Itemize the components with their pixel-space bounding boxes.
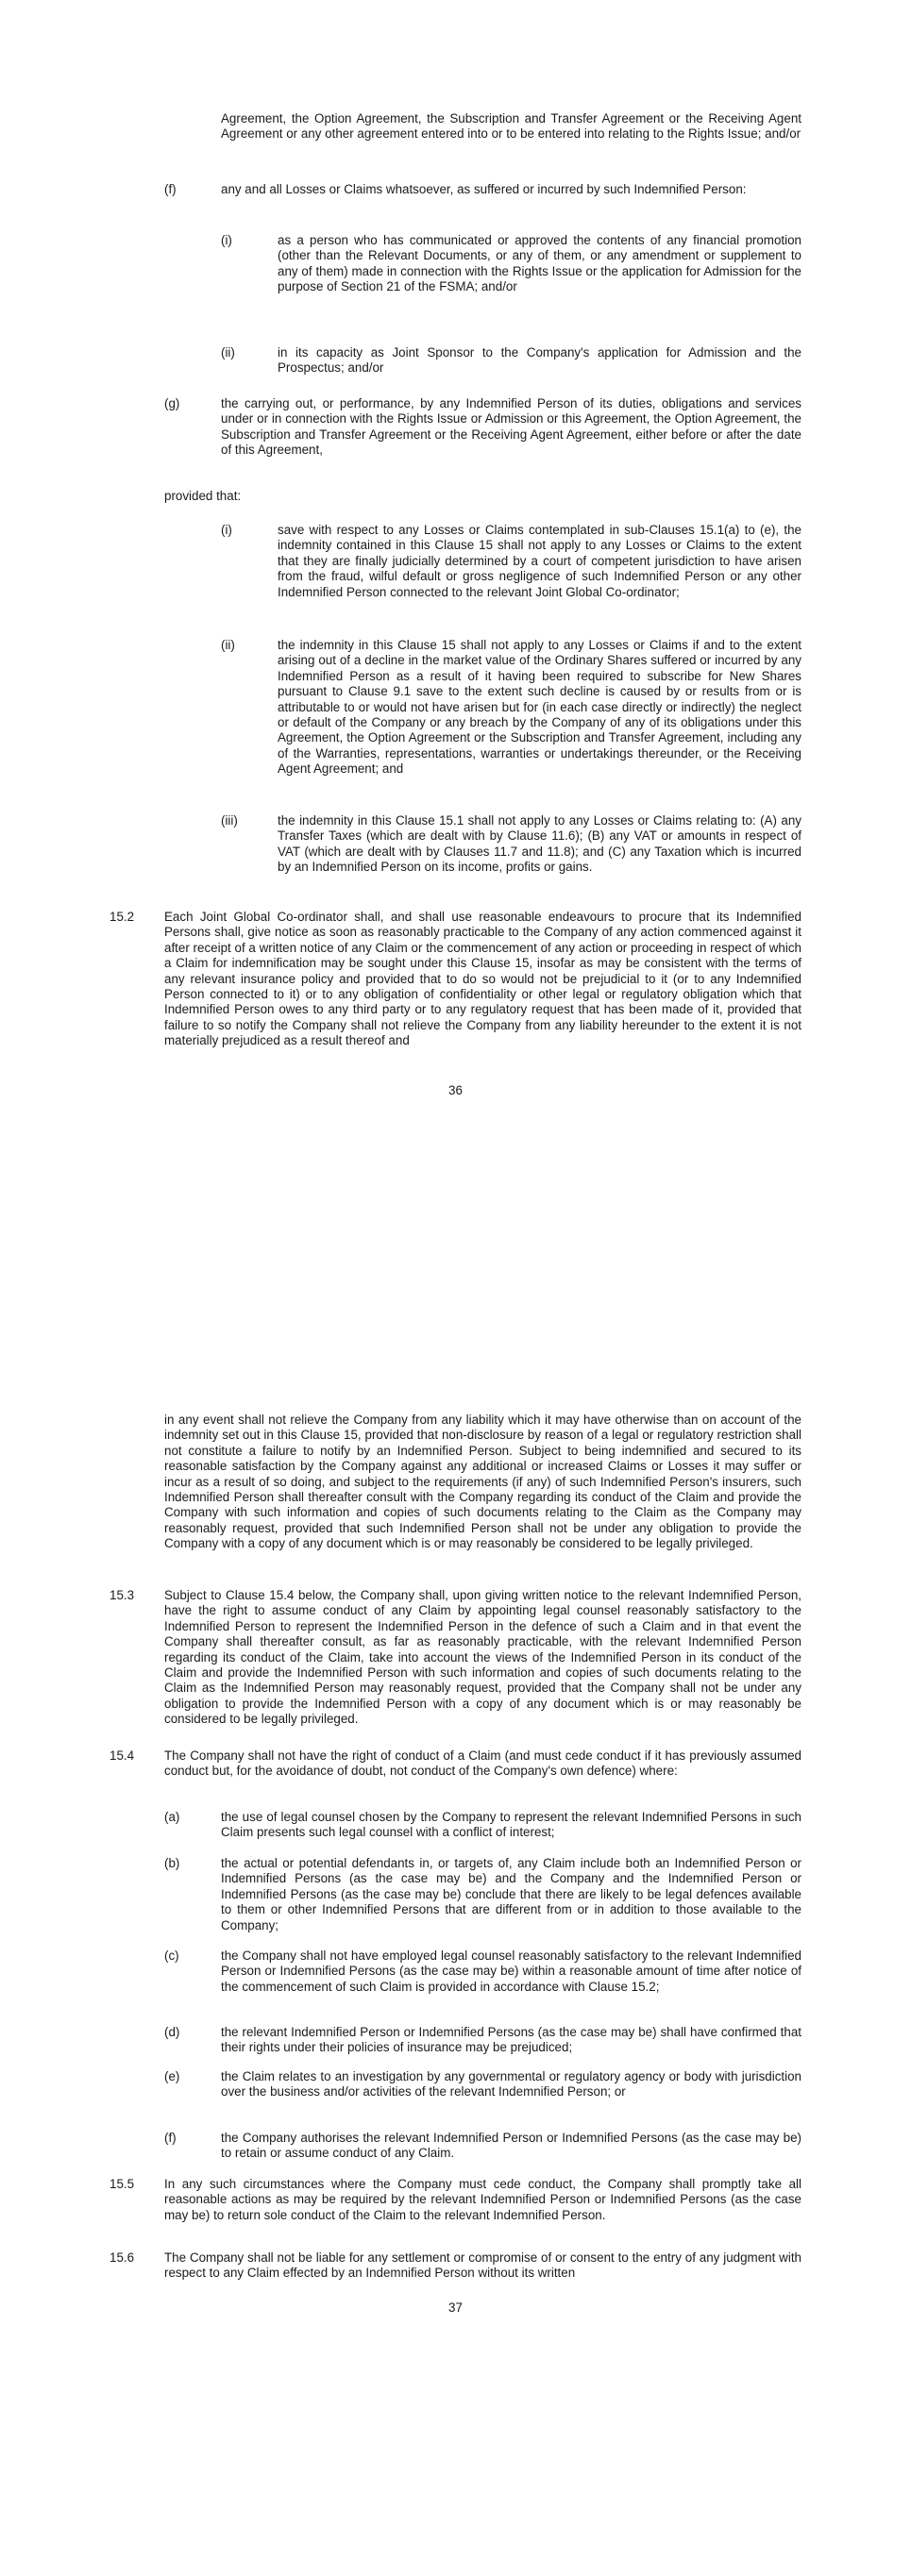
proviso-i-label: (i) bbox=[221, 523, 232, 537]
proviso-iii-text: the indemnity in this Clause 15.1 shall not apply to any Losses or Claims relating to: (A) any Transfer Taxes (which are dealt with by Clause 11.6); (B) any VAT or amounts in respect of VAT (which are dealt with by Clauses 11.7 and 11.8); and (C) any Taxation which is incurred by an Indemnified Person on its income, profits or gains. bbox=[278, 813, 801, 875]
clause-15-1-f-i-text: as a person who has communicated or approved the contents of any financial promotion (other than the Relevant Documents, or any of them, or any amendment or supplement to any of them) made in connection with the Rights Issue or the application for Admission for the purpose of Section 21 of the FSMA; and/or bbox=[278, 233, 801, 294]
clause-15-1-f-text: any and all Losses or Claims whatsoever, as suffered or incurred by such Indemnified Person: bbox=[221, 182, 747, 196]
clause-15-3-text: Subject to Clause 15.4 below, the Company shall, upon giving written notice to the relevant Indemnified Person, have the right to assume conduct of any Claim by appointing legal counsel reasonably satisfactory to the Indemnified Person to represent the Indemnified Person in the defence of such a Claim and in that event the Company shall thereafter consult, as far as reasonably practicable, with the relevant Indemnified Person regarding its conduct of the Claim, take into account the views of the Indemnified Person in its conduct of the Claim and provide the Indemnified Person with such information and copies of such documents relating to the Claim as the Indemnified Person may reasonably request, provided that the Company shall not be under any obligation to provide the Indemnified Person with a copy of any document which is or may reasonably be considered to be legally privileged. bbox=[164, 1588, 801, 1727]
clause-15-1-f-i-label: (i) bbox=[221, 233, 232, 247]
page-number: 37 bbox=[448, 2300, 463, 2315]
clause-15-4-b-text: the actual or potential defendants in, or targets of, any Claim include both an Indemnified Person or Indemnified Persons (as the case may be) and the Company and the Indemnified Person or Indemnified Persons (as the case may be) conclude that there are likely to be legal defences available to them or other Indemnified Persons that are different from or in addition to those available to the Company; bbox=[221, 1856, 801, 1932]
page-37 bbox=[0, 1288, 911, 2576]
clause-15-6-text: The Company shall not be liable for any settlement or compromise of or consent to the entry of any judgment with respect to any Claim effected by an Indemnified Person without its written bbox=[164, 2250, 801, 2281]
clause-15-1-e-continuation: Agreement, the Option Agreement, the Subscription and Transfer Agreement or the Receiving Agent Agreement or any other agreement entered into or to be entered into relating to the Rights Issue; and/or bbox=[221, 111, 801, 142]
clause-15-4-c-label: (c) bbox=[164, 1949, 179, 1963]
clause-15-5-label: 15.5 bbox=[110, 2177, 135, 2191]
clause-15-1-g-text: the carrying out, or performance, by any Indemnified Person of its duties, obligations and services under or in connection with the Rights Issue or Admission or this Agreement, the Option Agreement, the Subscription and Transfer Agreement or the Receiving Agent Agreement, either before or after the date of this Agreement, bbox=[221, 396, 801, 458]
clause-15-2-label: 15.2 bbox=[110, 910, 135, 924]
clause-15-1-f-label: (f) bbox=[164, 182, 177, 196]
clause-15-4-f-text: the Company authorises the relevant Indemnified Person or Indemnified Persons (as the case may be) to retain or assume conduct of any Claim. bbox=[221, 2131, 801, 2161]
clause-15-4-text: The Company shall not have the right of conduct of a Claim (and must cede conduct if it has previously assumed conduct but, for the avoidance of doubt, not conduct of the Company's own defence) where: bbox=[164, 1748, 801, 1779]
proviso-i-text: save with respect to any Losses or Claims contemplated in sub-Clauses 15.1(a) to (e), the indemnity contained in this Clause 15 shall not apply to any Losses or Claims to the extent that they are finally judicially determined by a court of competent jurisdiction to have arisen from the fraud, wilful default or gross negligence of such Indemnified Person or any other Indemnified Person connected to the relevant Joint Global Co-ordinator; bbox=[278, 523, 801, 599]
clause-15-4-d-text: the relevant Indemnified Person or Indemnified Persons (as the case may be) shall have confirmed that their rights under their policies of insurance may be prejudiced; bbox=[221, 2025, 801, 2055]
clause-15-4-d-label: (d) bbox=[164, 2025, 180, 2039]
clause-15-1-f-ii-text: in its capacity as Joint Sponsor to the Company's application for Admission and the Prospectus; and/or bbox=[278, 345, 801, 376]
clause-15-1-f-ii-label: (ii) bbox=[221, 345, 235, 360]
clause-15-4-a-text: the use of legal counsel chosen by the Company to represent the relevant Indemnified Persons in such Claim presents such legal counsel with a conflict of interest; bbox=[221, 1810, 801, 1840]
proviso-ii-text: the indemnity in this Clause 15 shall not apply to any Losses or Claims if and to the extent arising out of a decline in the market value of the Ordinary Shares suffered or incurred by any Indemnified Person as a result of it having been required to subscribe for New Shares pursuant to Clause 9.1 save to the extent such decline is caused by or results from or is attributable to or would not have arisen but for (in each case directly or indirectly) the neglect or default of the Company or any breach by the Company of any of its obligations under this Agreement, the Option Agreement or the Subscription and Transfer Agreement, including any of the Warranties, representations, warranties or undertakings thereunder, or the Receiving Agent Agreement; and bbox=[278, 638, 801, 777]
clause-15-4-label: 15.4 bbox=[110, 1748, 135, 1763]
clause-15-4-f-label: (f) bbox=[164, 2131, 177, 2145]
clause-15-4-a-label: (a) bbox=[164, 1810, 180, 1824]
clause-15-2-text: Each Joint Global Co-ordinator shall, and shall use reasonable endeavours to procure that its Indemnified Persons shall, give notice as soon as reasonably practicable to the Company of any action commenced against it after receipt of a written notice of any Claim or the commencement of any action or proceeding in respect of which a Claim for indemnification may be sought under this Clause 15, insofar as may be consistent with the terms of any relevant insurance policy and provided that to do so would not be prejudicial to it (or to any Indemnified Person connected to it) or to any obligation of confidentiality or other legal or regulatory obligation which that Indemnified Person owes to any third party or to any regulatory request that has been made of it, provided that failure to so notify the Company shall not relieve the Company from any liability hereunder to the extent it is not materially prejudiced as a result thereof and bbox=[164, 910, 801, 1048]
clause-15-6-label: 15.6 bbox=[110, 2250, 135, 2265]
clause-15-4-c-text: the Company shall not have employed legal counsel reasonably satisfactory to the relevant Indemnified Person or Indemnified Persons (as the case may be) within a reasonable amount of time after notice of the commencement of such Claim is provided in accordance with Clause 15.2; bbox=[221, 1949, 801, 1994]
clause-15-4-e-text: the Claim relates to an investigation by any governmental or regulatory agency or body with jurisdiction over the business and/or activities of the relevant Indemnified Person; or bbox=[221, 2069, 801, 2099]
clause-15-5-text: In any such circumstances where the Company must cede conduct, the Company shall promptly take all reasonable actions as may be required by the relevant Indemnified Person or Indemnified Persons (as the case may be) to return sole conduct of the Claim to the relevant Indemnified Person. bbox=[164, 2177, 801, 2222]
clause-15-1-g-label: (g) bbox=[164, 396, 180, 410]
clause-15-4-b-label: (b) bbox=[164, 1856, 180, 1870]
proviso-iii-label: (iii) bbox=[221, 813, 238, 828]
proviso-heading: provided that: bbox=[164, 489, 242, 503]
proviso-ii-label: (ii) bbox=[221, 638, 235, 652]
clause-15-3-label: 15.3 bbox=[110, 1588, 135, 1602]
clause-15-2-continuation: in any event shall not relieve the Company from any liability which it may have otherwise than on account of the indemnity set out in this Clause 15, provided that non-disclosure by reason of a legal or regulatory restriction shall not constitute a failure to notify by an Indemnified Person. Subject to being indemnified and secured to its reasonable satisfaction by the Company against any additional or increased Claims or Losses it may suffer or incur as a result of so doing, and subject to the requirements (if any) of such Indemnified Person's insurers, such Indemnified Person shall thereafter consult with the Company regarding its conduct of the Claim and provide the Company with such information and copies of such documents relating to the Claim as the Company may reasonably request, provided that such Indemnified Person shall not be under any obligation to provide the Company with a copy of any document which is or may reasonably be considered to be legally privileged. bbox=[164, 1413, 801, 1551]
page-number: 36 bbox=[448, 1083, 463, 1097]
clause-15-4-e-label: (e) bbox=[164, 2069, 180, 2083]
